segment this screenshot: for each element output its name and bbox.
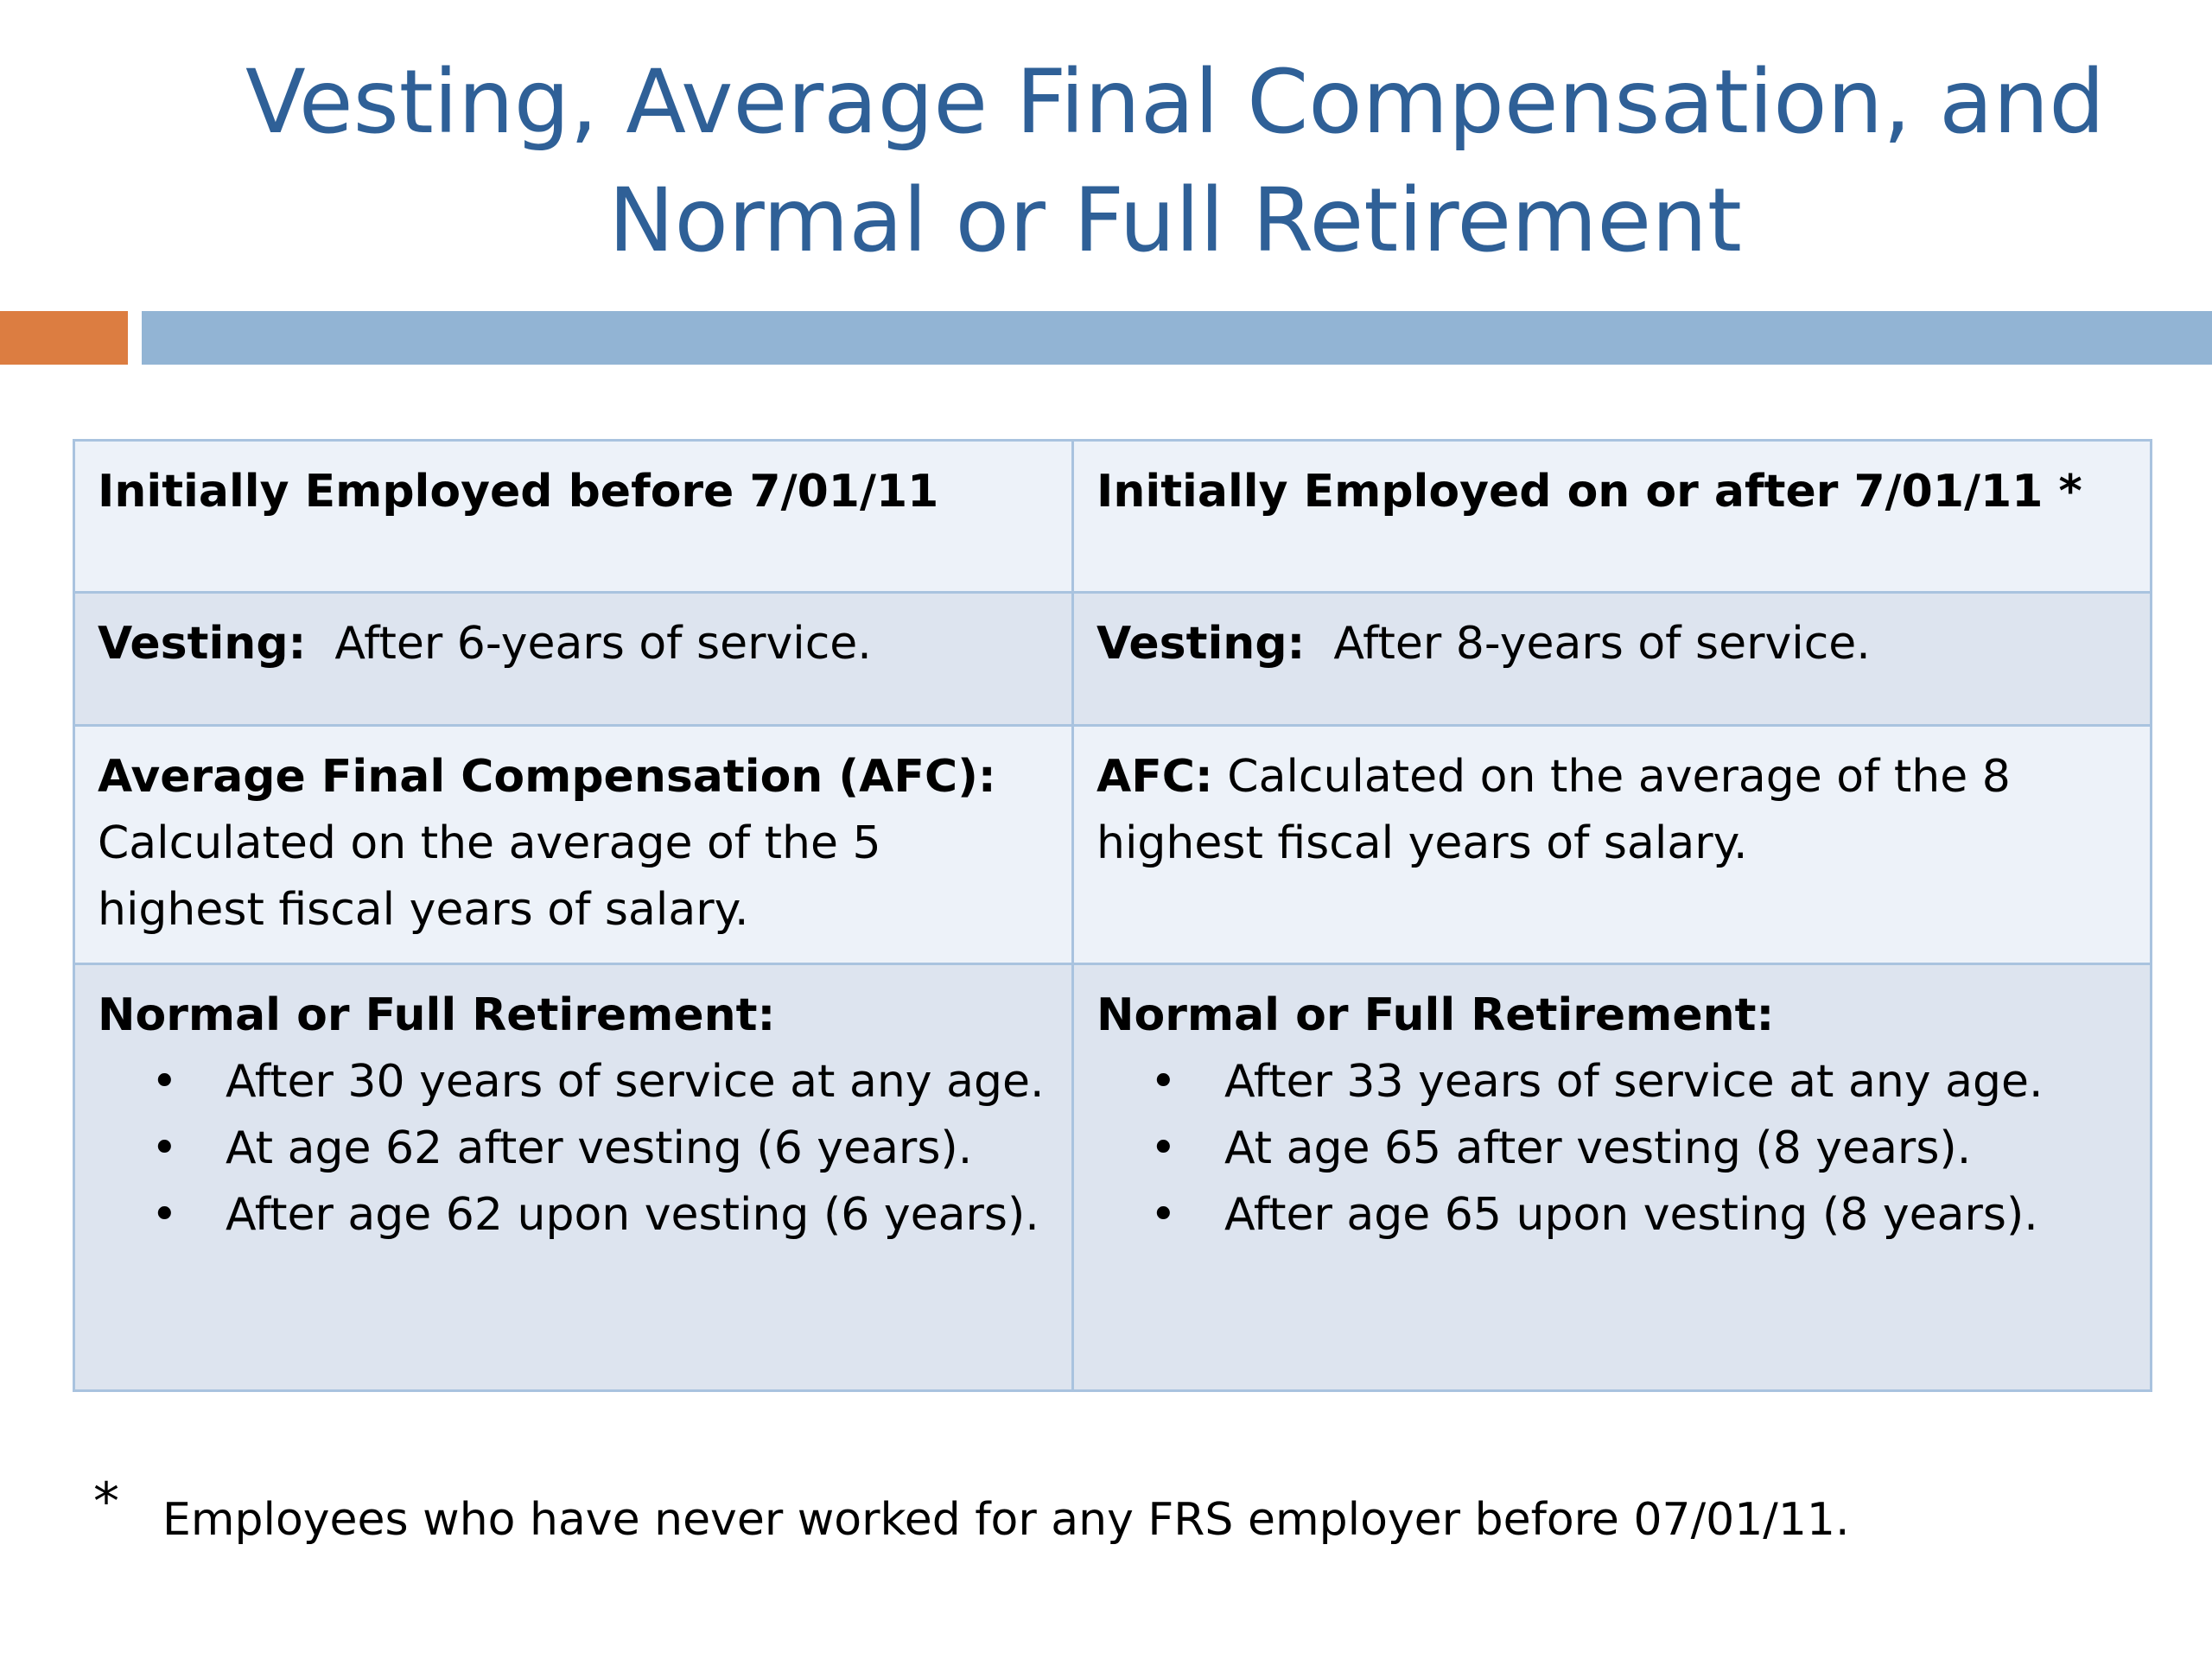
footnote bbox=[93, 1469, 1850, 1554]
afc-before bbox=[74, 726, 1073, 964]
retirement-before-label: Normal or Full Retirement: bbox=[98, 989, 776, 1041]
list-item: • After 33 years of service at any age. bbox=[1096, 1049, 2131, 1116]
afc-after-label: AFC: bbox=[1096, 751, 1213, 803]
vesting-after-label: Vesting: bbox=[1096, 618, 1306, 670]
accent-bar-orange bbox=[0, 311, 128, 365]
vesting-before-label: Vesting: bbox=[98, 618, 307, 670]
vesting-after-text: After 8-years of service. bbox=[1333, 618, 1871, 670]
vesting-after bbox=[1073, 593, 2152, 726]
list-item: • After age 65 upon vesting (8 years). bbox=[1096, 1182, 2131, 1249]
table-row-afc bbox=[74, 726, 2152, 964]
afc-after bbox=[1073, 726, 2152, 964]
bullet-icon: • bbox=[1150, 1189, 1177, 1241]
list-item: • After age 62 upon vesting (6 years). bbox=[98, 1182, 1052, 1249]
list-item: • At age 62 after vesting (6 years). bbox=[98, 1116, 1052, 1182]
footnote-text: Employees who have never worked for any FRS employer before 07/01/11. bbox=[162, 1494, 1850, 1546]
bullet-icon: • bbox=[151, 1122, 178, 1174]
header-after-text: Initially Employed on or after 7/01/11 * bbox=[1096, 466, 2082, 518]
header-after bbox=[1073, 441, 2152, 593]
vesting-before bbox=[74, 593, 1073, 726]
bullet-icon: • bbox=[151, 1056, 178, 1108]
header-before bbox=[74, 441, 1073, 593]
bullet-icon: • bbox=[151, 1189, 178, 1241]
retirement-after bbox=[1073, 964, 2152, 1391]
header-before-text: Initially Employed before 7/01/11 bbox=[98, 466, 939, 518]
retirement-after-list bbox=[1096, 1049, 2131, 1249]
accent-bar-blue bbox=[142, 311, 2212, 365]
slide-title-line-2: Normal or Full Retirement bbox=[608, 169, 1742, 272]
list-item: • After 30 years of service at any age. bbox=[98, 1049, 1052, 1116]
table-row-header bbox=[74, 441, 2152, 593]
slide-title bbox=[156, 43, 2195, 280]
afc-before-label: Average Final Compensation (AFC): bbox=[98, 751, 996, 803]
vesting-before-text: After 6-years of service. bbox=[334, 618, 872, 670]
table-row-retirement bbox=[74, 964, 2152, 1391]
slide-title-line-1: Vesting, Average Final Compensation, and bbox=[245, 51, 2105, 154]
afc-after-text: Calculated on the average of the 8 highest fiscal years of salary. bbox=[1096, 751, 2011, 869]
retirement-before bbox=[74, 964, 1073, 1391]
comparison-table bbox=[73, 439, 2152, 1392]
list-item: • At age 65 after vesting (8 years). bbox=[1096, 1116, 2131, 1182]
footnote-marker: * bbox=[93, 1471, 119, 1532]
retirement-after-label: Normal or Full Retirement: bbox=[1096, 989, 1775, 1041]
table-row-vesting bbox=[74, 593, 2152, 726]
afc-before-text: Calculated on the average of the 5 highest fiscal years of salary. bbox=[98, 817, 881, 936]
retirement-before-list bbox=[98, 1049, 1052, 1249]
bullet-icon: • bbox=[1150, 1122, 1177, 1174]
bullet-icon: • bbox=[1150, 1056, 1177, 1108]
